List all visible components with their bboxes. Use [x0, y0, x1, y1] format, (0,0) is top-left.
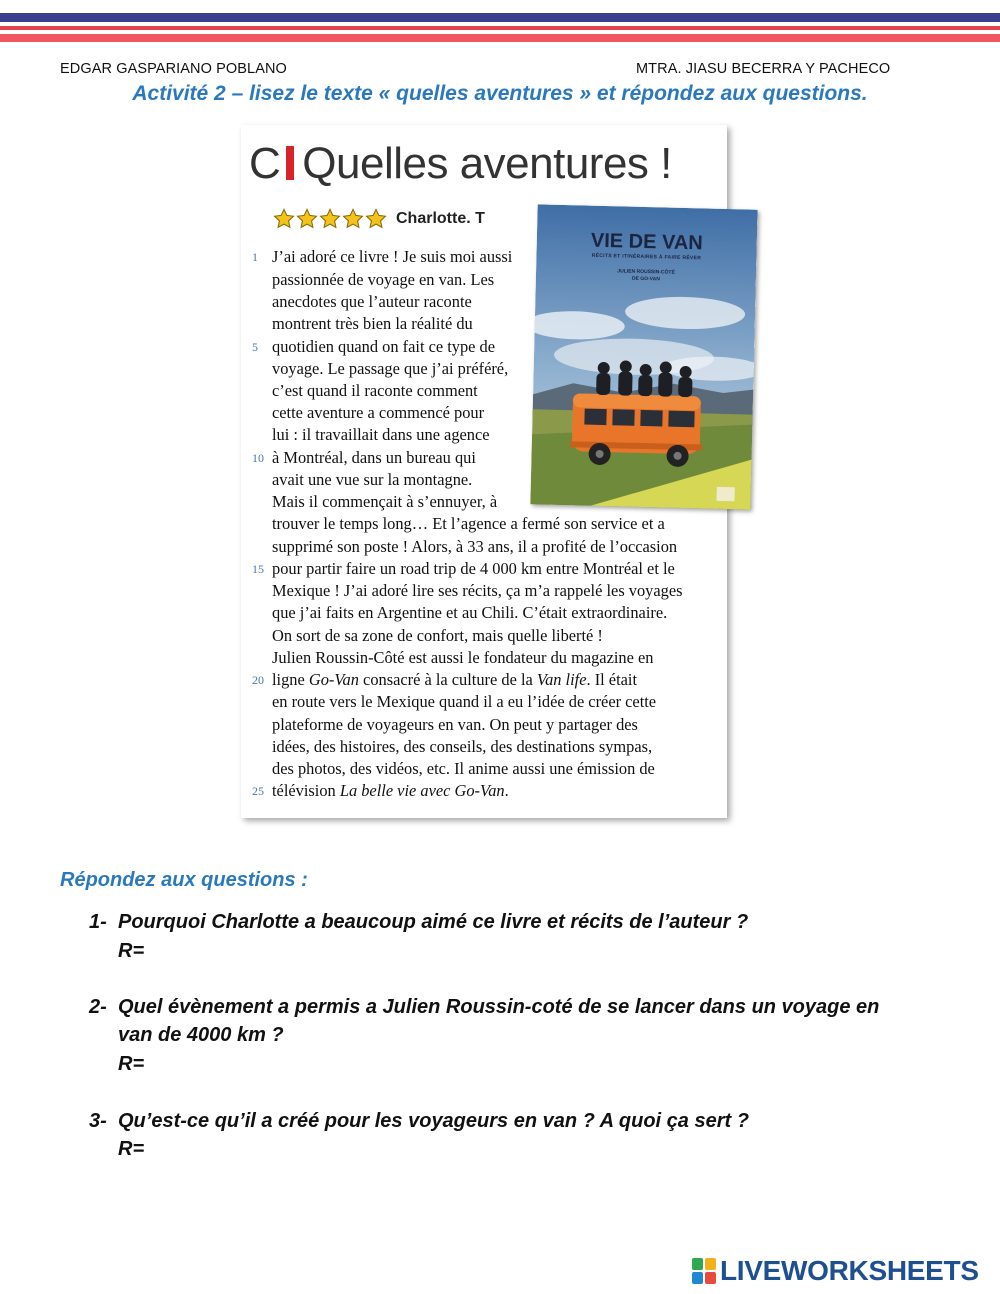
article-line: avait une vue sur la montagne.	[272, 470, 473, 489]
question-1-answer[interactable]: R=	[118, 940, 145, 962]
article-line: que j’ai faits en Argentine et au Chili. C’était extraordinaire.	[272, 603, 668, 622]
rating-stars	[273, 208, 387, 230]
article-card	[241, 125, 727, 818]
article-line: quotidien quand on fait ce type de	[272, 337, 496, 356]
article-line: montrent très bien la réalité du	[272, 314, 473, 333]
header-stripe-red-thin	[0, 26, 1000, 30]
article-line: idées, des histoires, des conseils, des destinations sympas,	[272, 737, 653, 756]
liveworksheets-logo-text: LIVEWORKSHEETS	[720, 1255, 979, 1286]
article-line: passionnée de voyage en van. Les	[272, 270, 495, 289]
star-icon	[365, 208, 387, 230]
line-number: 20	[252, 673, 264, 687]
article-line: en route vers le Mexique quand il a eu l’idée de créer cette	[272, 692, 657, 711]
article-line: cette aventure a commencé pour	[272, 403, 485, 422]
article-line: anecdotes que l’auteur raconte	[272, 292, 472, 311]
article-line: plateforme de voyageurs en van. On peut y partager des	[272, 715, 638, 734]
star-icon	[273, 208, 295, 230]
line-number: 15	[252, 562, 264, 576]
header-stripe-red	[0, 34, 1000, 42]
question-2-number: 2-	[89, 996, 107, 1018]
question-3-text: Qu’est-ce qu’il a créé pour les voyageurs en van ? A quoi ça sert ?	[118, 1110, 749, 1132]
star-icon	[319, 208, 341, 230]
review-author: Charlotte. T	[396, 210, 485, 227]
question-2-text: Quel évènement a permis a Julien Roussin-coté de se lancer dans un voyage en van de 4000 km ?	[118, 996, 880, 1046]
article-line: J’ai adoré ce livre ! Je suis moi aussi	[272, 247, 513, 266]
cover-author-brand: DE GO-VAN	[631, 275, 660, 283]
article-line: On sort de sa zone de confort, mais quelle liberté !	[272, 626, 603, 645]
cover-author-name: JULIEN ROUSSIN-CÔTÉ	[617, 268, 675, 276]
question-2-answer[interactable]: R=	[118, 1053, 145, 1075]
article-line: Mexique ! J’ai adoré lire ses récits, ça m’a rappelé les voyages	[272, 581, 683, 600]
article-line: télévision La belle vie avec Go-Van.	[272, 781, 509, 800]
article-line: ligne Go-Van consacré à la culture de la Van life. Il était	[272, 670, 638, 689]
article-line: Mais il commençait à s’ennuyer, à	[272, 492, 498, 511]
liveworksheets-logo	[692, 1255, 979, 1287]
title-red-bar	[286, 146, 294, 180]
article-line: c’est quand il raconte comment	[272, 381, 478, 400]
header-stripe-blue	[0, 13, 1000, 22]
article-line: pour partir faire un road trip de 4 000 km entre Montréal et le	[272, 559, 675, 578]
article-letter: C	[249, 139, 281, 188]
article-title	[249, 139, 672, 189]
question-3-answer[interactable]: R=	[118, 1138, 145, 1160]
article-line: lui : il travaillait dans une agence	[272, 425, 490, 444]
book-cover	[530, 204, 757, 509]
cover-subtitle: RÉCITS ET ITINÉRAIRES À FAIRE RÊVER	[591, 252, 702, 262]
article-line: à Montréal, dans un bureau qui	[272, 448, 476, 467]
cover-title: VIE DE VAN	[590, 229, 703, 255]
article-title-text: Quelles aventures !	[302, 139, 672, 188]
line-number: 10	[252, 451, 264, 465]
line-number: 5	[252, 340, 258, 354]
star-icon	[342, 208, 364, 230]
article-line: supprimé son poste ! Alors, à 33 ans, il a profité de l’occasion	[272, 537, 678, 556]
article-line: voyage. Le passage que j’ai préféré,	[272, 359, 509, 378]
line-number: 1	[252, 250, 258, 264]
article-line: Julien Roussin-Côté est aussi le fondateur du magazine en	[272, 648, 654, 667]
star-icon	[296, 208, 318, 230]
teacher-name: MTRA. JIASU BECERRA Y PACHECO	[636, 61, 891, 77]
line-number: 25	[252, 784, 264, 798]
question-1-number: 1-	[89, 911, 107, 933]
activity-instruction: Activité 2 – lisez le texte « quelles aventures » et répondez aux questions.	[132, 82, 868, 105]
article-line: trouver le temps long… Et l’agence a fermé son service et a	[272, 514, 665, 533]
questions-heading: Répondez aux questions :	[60, 869, 308, 891]
liveworksheets-logo-icon	[692, 1258, 716, 1284]
article-line: des photos, des vidéos, etc. Il anime aussi une émission de	[272, 759, 655, 778]
question-3-number: 3-	[89, 1110, 107, 1132]
question-1-text: Pourquoi Charlotte a beaucoup aimé ce livre et récits de l’auteur ?	[118, 911, 749, 933]
student-name: EDGAR GASPARIANO POBLANO	[60, 61, 287, 77]
